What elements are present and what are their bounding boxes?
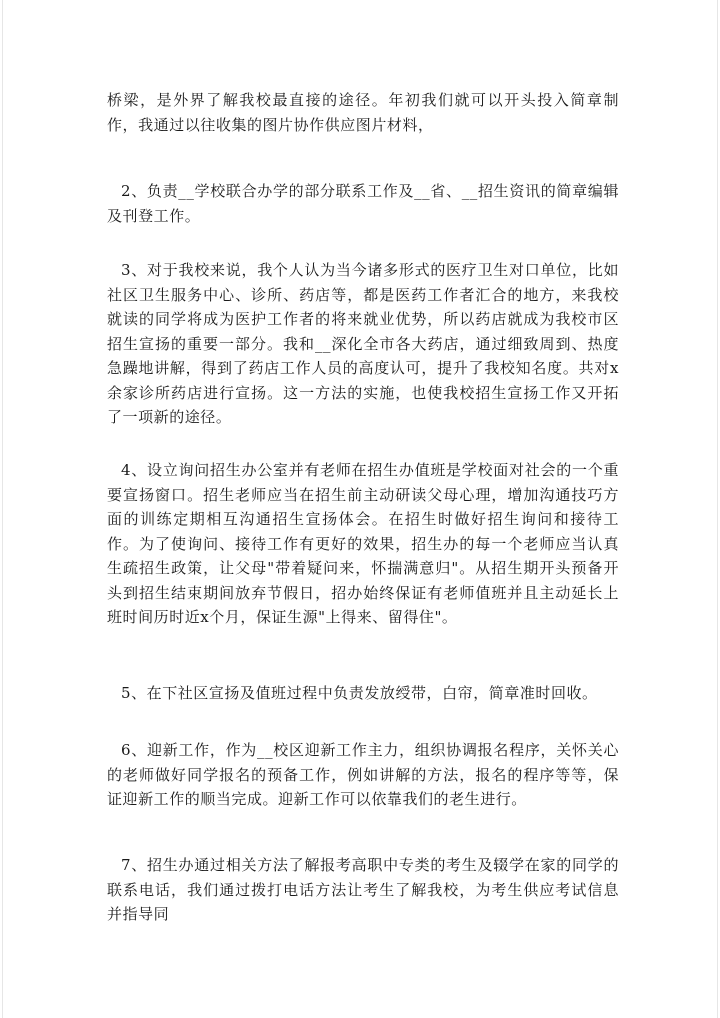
page-right-edge <box>717 0 718 1018</box>
paragraph-item-2: 2、负责__学校联合办学的部分联系工作及__省、__招生资讯的简章编辑及刊登工作。 <box>107 182 619 225</box>
page-left-edge <box>2 0 3 1018</box>
paragraph-item-7: 7、招生办通过相关方法了解报考高职中专类的考生及辍学在家的同学的联系电话，我们通过拨打电话方法让考生了解我校，为考生供应考试信息并指导同 <box>107 856 619 923</box>
paragraph-item-3: 3、对于我校来说，我个人认为当今诸多形式的医疗卫生对口单位，比如社区卫生服务中心、诊所、药店等，都是医药工作者汇合的地方，来我校就读的同学将成为医护工作者的将来就业优势，所以药店就成为我校市区招生宣扬的重要一部分。我和__深化全市各大药店，通过细致周到、热度急躁地讲解，得到了药店工作人员的高度认可，提升了我校知名度。共对x余家诊所药店进行宣扬。这一方法的实施，也使我校招生宣扬工作又开拓了一项新的途径。 <box>107 261 619 426</box>
paragraph-item-5: 5、在下社区宣扬及值班过程中负责发放绶带，白帘，简章准时回收。 <box>121 684 598 702</box>
paragraph-item-6: 6、迎新工作，作为__校区迎新工作主力，组织协调报名程序，关怀关心的老师做好同学报名的预备工作，例如讲解的方法，报名的程序等等，保证迎新工作的顺当完成。迎新工作可以依靠我们的老生进行。 <box>107 741 619 808</box>
paragraph-continuation: 桥梁，是外界了解我校最直接的途径。年初我们就可以开头投入简章制作，我通过以往收集的图片协作供应图片材料， <box>107 91 619 134</box>
paragraph-item-4: 4、设立询问招生办公室并有老师在招生办值班是学校面对社会的一个重要宣扬窗口。招生老师应当在招生前主动研读父母心理，增加沟通技巧方面的训练定期相互沟通招生宣扬体会。在招生时做好招生询问和接待工作。为了使询问、接待工作有更好的效果，招生办的每一个老师应当认真生疏招生政策，让父母"带着疑问来，怀揣满意归"。从招生期开头预备开头到招生结束期间放弃节假日，招办始终保证有老师值班并且主动延长上班时间历时近x个月，保证生源"上得来、留得住"。 <box>107 461 619 626</box>
